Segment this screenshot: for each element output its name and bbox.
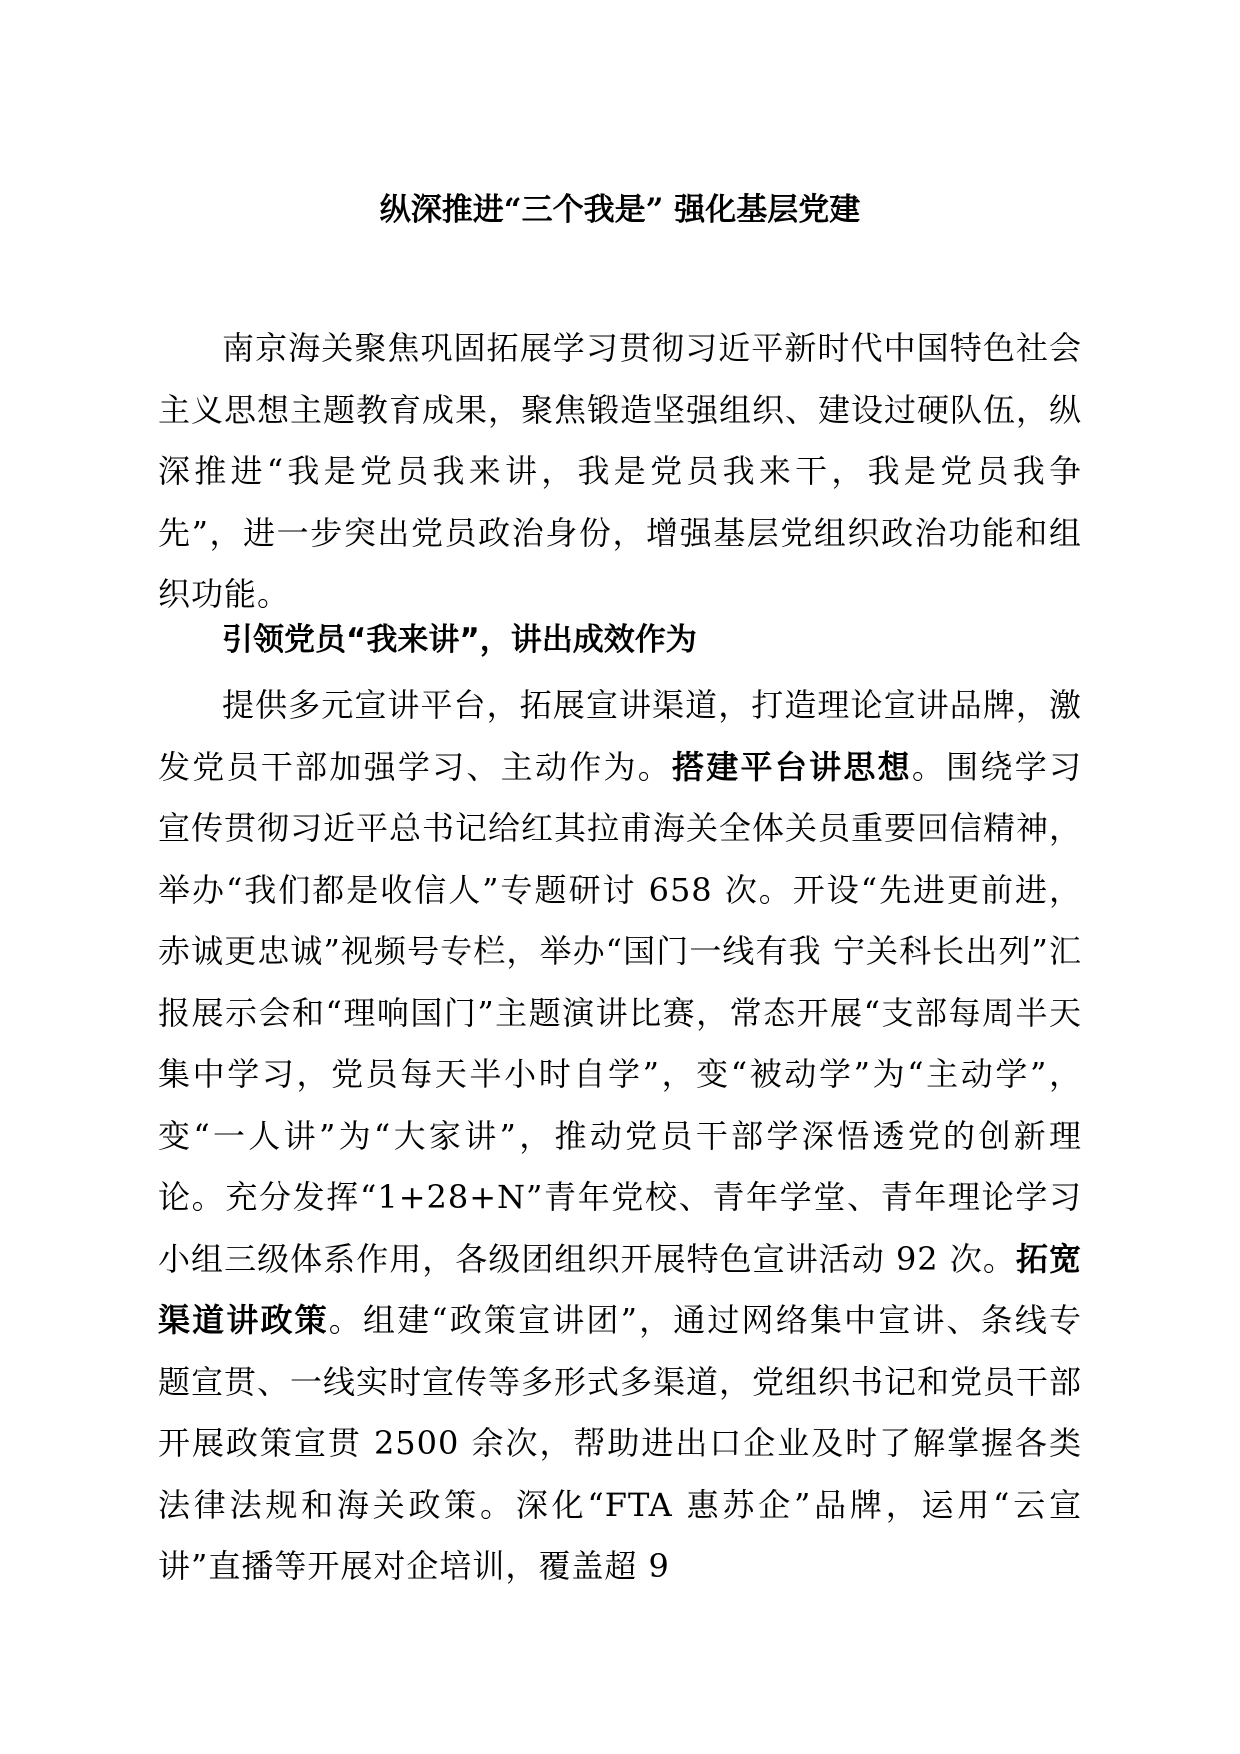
paragraph-text-part1: 提供多元宣讲平台，拓展宣讲渠道，打造理论宣讲品牌，激发党员干部加强学习、主动作为。 [158, 686, 1082, 786]
keyword-channels: 拓宽渠道讲政策 [158, 1239, 1082, 1339]
document-title: 纵深推进“三个我是” 强化基层党建 [379, 192, 861, 228]
section-paragraph [158, 675, 1082, 1598]
section-heading: 引领党员“我来讲”，讲出成效作为 [222, 622, 697, 658]
keyword-platform: 搭建平台讲思想 [672, 747, 912, 786]
paragraph-text-part2: 。围绕学习宣传贯彻习近平总书记给红其拉甫海关全体关员重要回信精神，举办“我们都是收信人”专题研讨 658 次。开设“先进更前进，赤诚更忠诚”视频号专栏，举办“国门一线有我 宁关科长出列”汇报展示会和“理响国门”主题演讲比赛，常态开展“支部每周半天集中学习，党员每天半小时自学”，变“被动学”为“主动学”，变“一人讲”为“大家讲”，推动党员干部学深悟透党的创新理论。充分发挥“1+28+N”青年党校、青年学堂、青年理论学习小组三级体系作用，各级团组织开展特色宣讲活动 92 次。 [158, 747, 1083, 1278]
paragraph-text-part3: 。组建“政策宣讲团”，通过网络集中宣讲、条线专题宣贯、一线实时宣传等多形式多渠道，党组织书记和党员干部开展政策宣贯 2500 余次，帮助进出口企业及时了解掌握各类法律法规和海关政策。深化“FTA 惠苏企”品牌，运用“云宣讲”直播等开展对企培训，覆盖超 9 [158, 1301, 1083, 1585]
intro-paragraph: 南京海关聚焦巩固拓展学习贯彻习近平新时代中国特色社会主义思想主题教育成果，聚焦锻造坚强组织、建设过硬队伍，纵深推进“我是党员我来讲，我是党员我来干，我是党员我争先”，进一步突出党员政治身份，增强基层党组织政治功能和组织功能。 [158, 329, 1083, 613]
